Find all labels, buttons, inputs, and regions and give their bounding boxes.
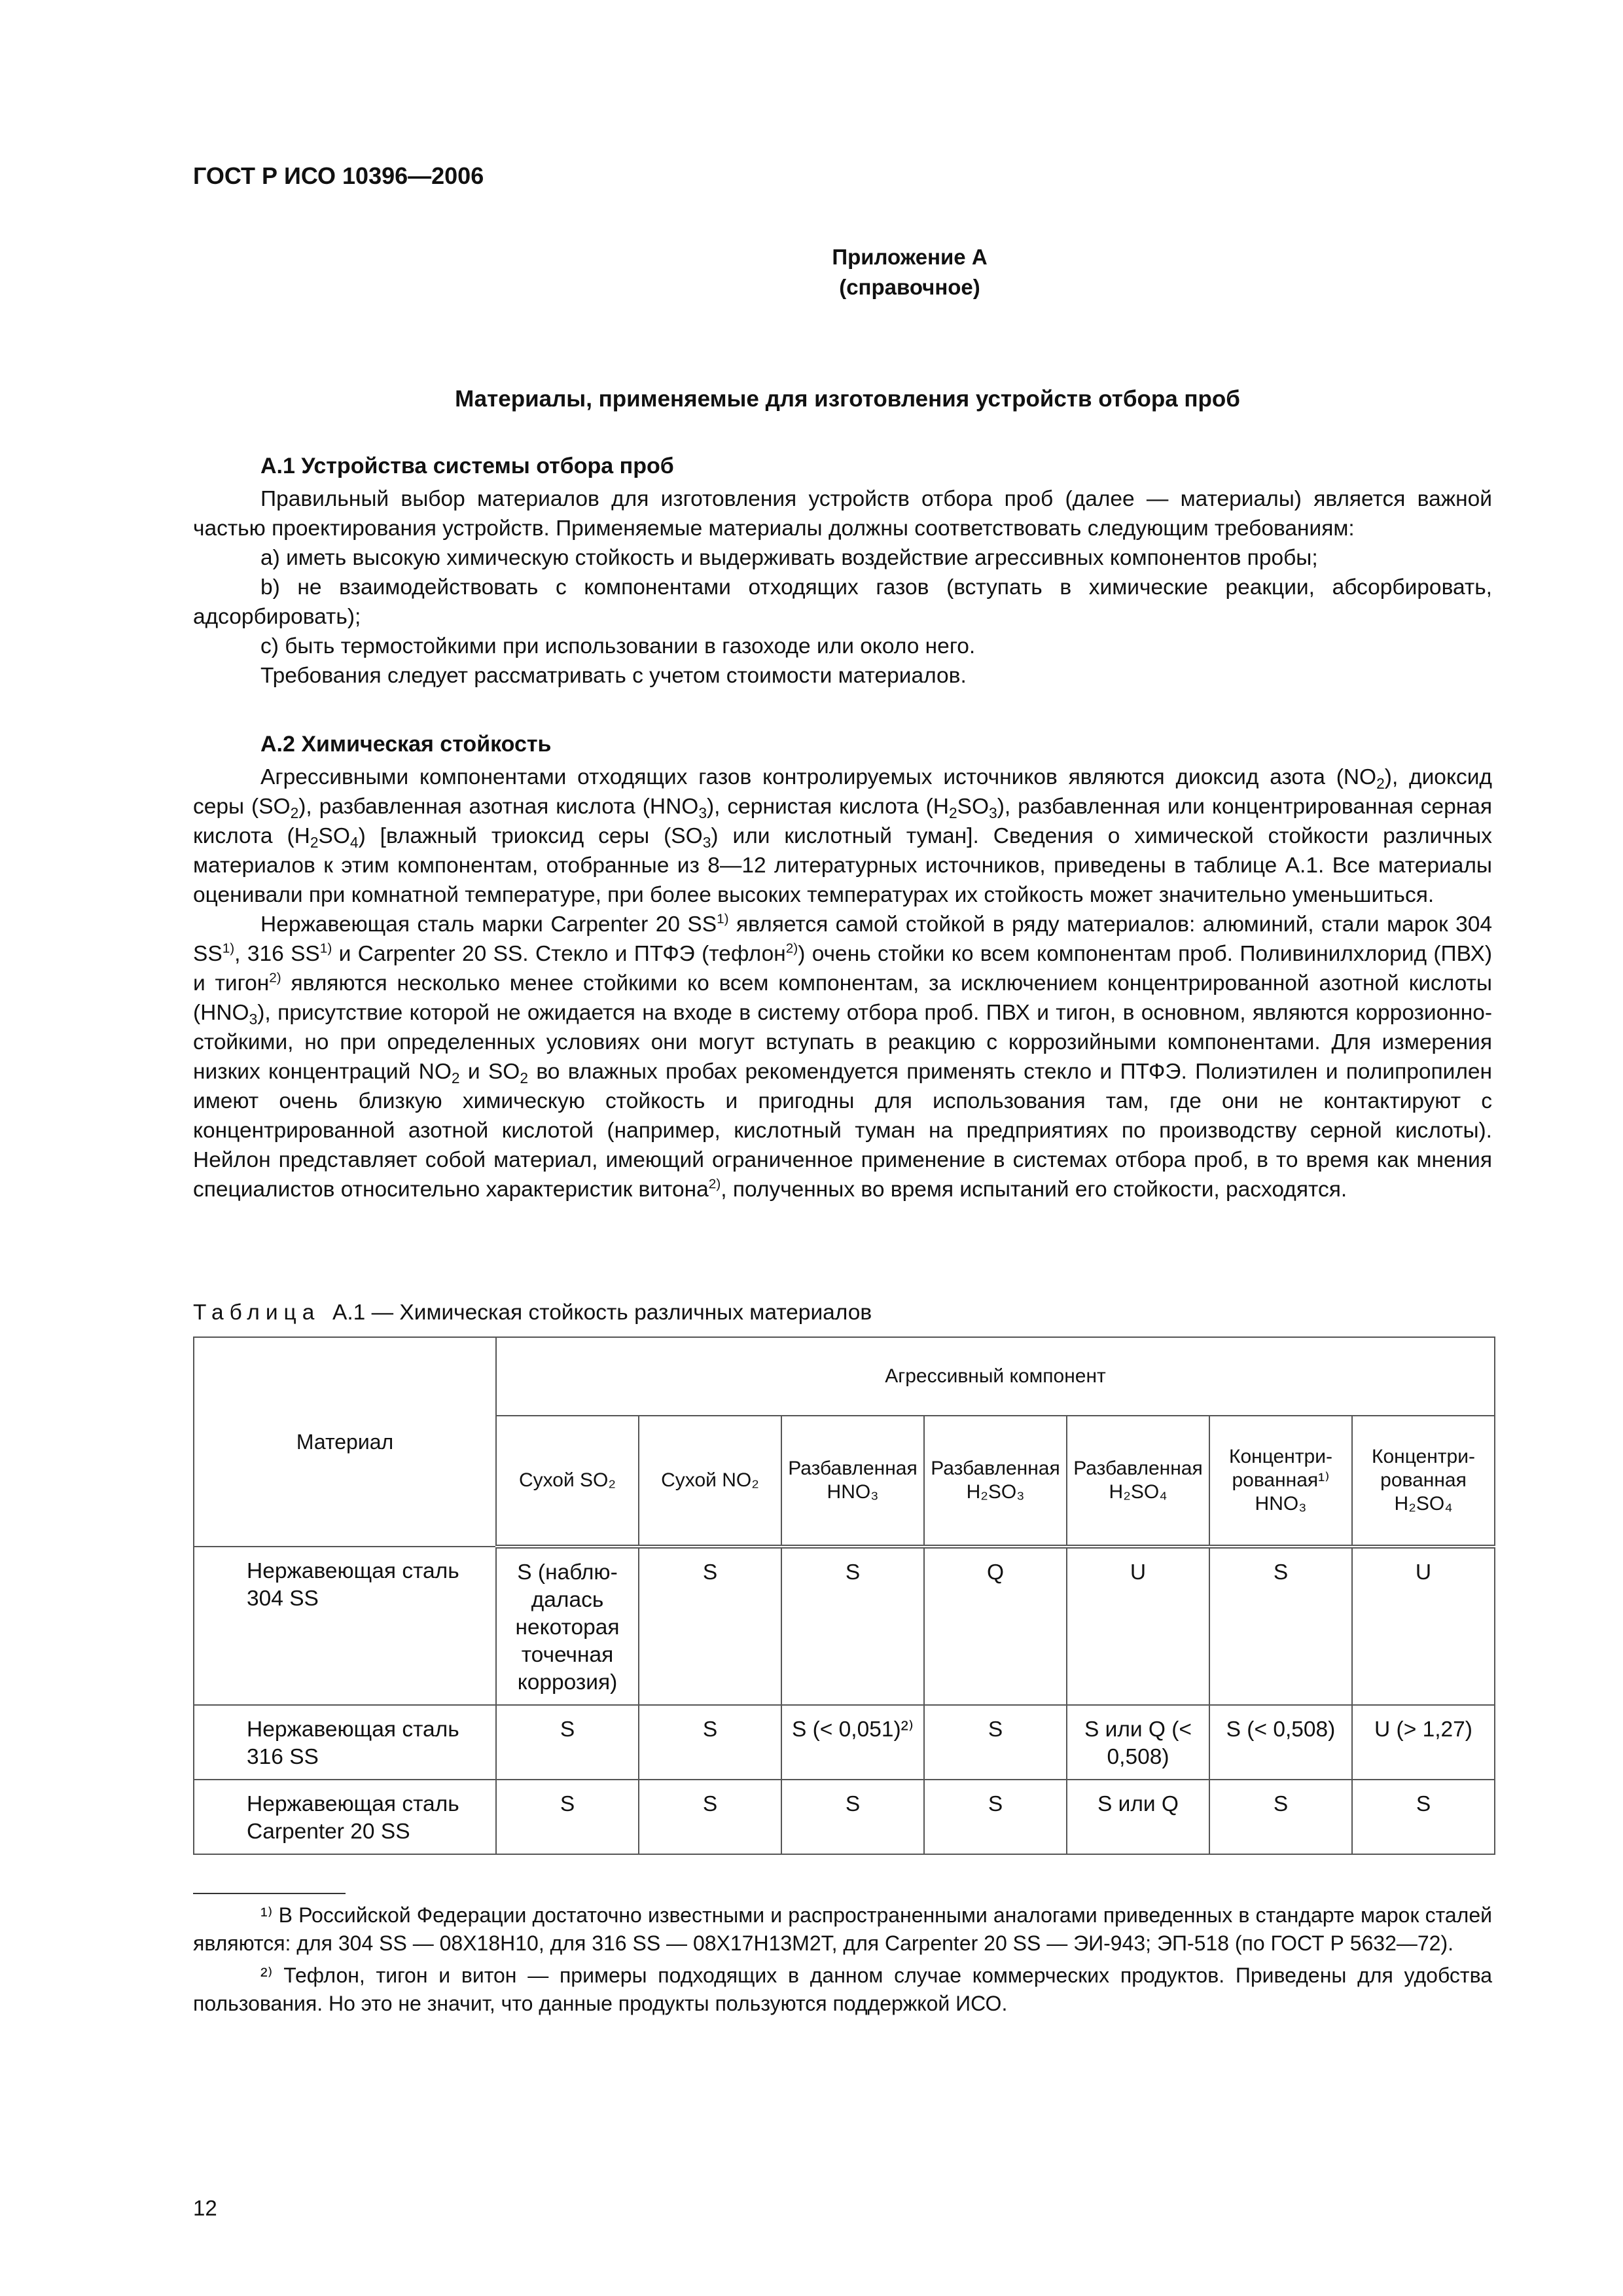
list-item: b) не взаимодействовать с компонентами отходящих газов (вступать в химические реакции, абсорбировать, адсорбировать); <box>193 575 1492 629</box>
table-cell: S (< 0,508) <box>1209 1705 1352 1780</box>
column-header: Разбавленная H₂SO₃ <box>924 1416 1067 1547</box>
annex-subtitle: (справочное) <box>839 275 980 299</box>
column-header-material: Материал <box>194 1337 496 1547</box>
section-a1-title: А.1 Устройства системы отбора проб <box>260 454 674 478</box>
section-a2-title: А.2 Химическая стойкость <box>260 732 552 757</box>
table-row <box>194 1547 1495 1705</box>
footnote-separator <box>193 1893 346 1894</box>
material-cell: Нержавеющая сталь 304 SS <box>194 1547 496 1705</box>
table-cell: S (< 0,051)²⁾ <box>781 1705 924 1780</box>
chemical-resistance-table <box>193 1336 1495 1855</box>
table-cell: S <box>924 1780 1067 1854</box>
table-caption <box>193 1300 872 1325</box>
table-caption-text: А.1 — Химическая стойкость различных материалов <box>332 1300 872 1325</box>
table-cell: S <box>781 1547 924 1705</box>
table-caption-prefix: Таблица <box>193 1300 321 1325</box>
paragraph: Правильный выбор материалов для изготовления устройств отбора проб (далее — материалы) является важной частью проектирования устройств. Применяемые материалы должны соответствовать следующим требованиям: <box>193 487 1492 541</box>
table-cell: S <box>1209 1780 1352 1854</box>
column-header: Разбавленная HNO₃ <box>781 1416 924 1547</box>
table-cell: S <box>924 1705 1067 1780</box>
paragraph: Нержавеющая сталь марки Carpenter 20 SS$^{1)}$ является самой стойкой в ряду материалов: алюминий, стали марок 304 SS$^{1)}$, 316 SS$^{1)}$ и Carpenter 20 SS. Стекло и ПТФЭ (тефлон$^{2)}$) очень стойки ко всем компонентам проб. Поливинилхлорид (ПВХ) и тигон$^{2)}$ являются несколько менее стойкими ко всем компонентам, за исключением концентрированной азотной кислоты $(HNO_3)$, присутствие которой не ожидается на входе в систему отбора проб. ПВХ и тигон, в основном, являются коррозионно-стойкими, но при определенных условиях они могут вступать в реакцию с коррозийными компонентами. Для измерения низких концентраций $NO_2$ и $SO_2$ во влажных пробах рекомендуется применять стекло и ПТФЭ. Полиэтилен и полипропилен имеют очень близкую химическую стойкость и пригодны для использования там, где они не контактируют с концентрированной азотной кислотой (например, кислотный туман на предприятиях по производству серной кислоты). Нейлон представляет собой материал, имеющий ограниченное применение в системах отбора проб, в то время как мнения специалистов относительно характеристик витона$^{2)}$, полученных во время испытаний его стойкости, расходятся. <box>193 911 1493 1202</box>
annex-heading <box>0 242 1623 302</box>
footnote-1: ¹⁾ В Российской Федерации достаточно известными и распространенными аналогами приведенных в стандарте марок сталей являются: для 304 SS — 08Х18Н10, для 316 SS — 08Х17Н13М2Т, для Carpenter 20 SS — ЭИ-943; ЭП-518 (по ГОСТ Р 5632—72). <box>193 1903 1492 1955</box>
column-group-header: Агрессивный компонент <box>496 1337 1495 1416</box>
material-cell: Нержавеющая сталь 316 SS <box>194 1705 496 1780</box>
section-a1-body <box>193 484 1492 691</box>
column-header: Сухой SO₂ <box>496 1416 639 1547</box>
table-cell: S <box>496 1780 639 1854</box>
paragraph: Агрессивными компонентами отходящих газов контролируемых источников являются диоксид азота $(NO_2)$, диоксид серы $(SO_2)$, разбавленная азотная кислота $(HNO_3)$, сернистая кислота $(H_2SO_3)$, разбавленная или концентрированная серная кислота $(H_2SO_4)$ [влажный триоксид серы $(SO_3)$ или кислотный туман]. Сведения о химической стойкости различных материалов к этим компонентам, отобранные из 8—12 литературных источников, приведены в таблице А.1. Все материалы оценивали при комнатной температуре, при более высоких температурах их стойкость может значительно уменьшиться. <box>193 765 1492 907</box>
table-row <box>194 1780 1495 1854</box>
table-cell: S <box>639 1547 781 1705</box>
paragraph: Требования следует рассматривать с учетом стоимости материалов. <box>260 664 967 688</box>
table-cell: S <box>496 1705 639 1780</box>
footnote-2: ²⁾ Тефлон, тигон и витон — примеры подходящих в данном случае коммерческих продуктов. Приведены для удобства пользования. Но это не значит, что данные продукты пользуются поддержкой ИСО. <box>193 1964 1492 2015</box>
document-header: ГОСТ Р ИСО 10396—2006 <box>193 162 484 189</box>
list-item: с) быть термостойкими при использовании в газоходе или около него. <box>260 634 976 658</box>
table-cell: S <box>781 1780 924 1854</box>
table-cell: S (наблюдалась некоторая точечная коррозия) <box>496 1547 639 1705</box>
footnotes <box>193 1901 1492 2018</box>
table-cell: S <box>1352 1780 1495 1854</box>
table-cell: U (> 1,27) <box>1352 1705 1495 1780</box>
table-cell: S <box>1209 1547 1352 1705</box>
column-header: Разбавленная H₂SO₄ <box>1067 1416 1209 1547</box>
page-title: Материалы, применяемые для изготовления устройств отбора проб <box>455 386 1240 412</box>
table-cell: S <box>639 1705 781 1780</box>
material-cell: Нержавеющая сталь Carpenter 20 SS <box>194 1780 496 1854</box>
table-cell: S <box>639 1780 781 1854</box>
list-item: a) иметь высокую химическую стойкость и выдерживать воздействие агрессивных компонентов пробы; <box>260 546 1318 570</box>
table-cell: Q <box>924 1547 1067 1705</box>
table-row <box>194 1705 1495 1780</box>
page-number: 12 <box>193 2196 217 2220</box>
table-cell: S или Q <box>1067 1780 1209 1854</box>
column-header: Концентрированная¹⁾ HNO₃ <box>1209 1416 1352 1547</box>
table-cell: U <box>1352 1547 1495 1705</box>
section-a2-body <box>193 762 1492 1204</box>
column-header: Концентрированная H₂SO₄ <box>1352 1416 1495 1547</box>
table-cell: S или Q (< 0,508) <box>1067 1705 1209 1780</box>
annex-title: Приложение А <box>832 245 988 269</box>
column-header: Сухой NO₂ <box>639 1416 781 1547</box>
table-cell: U <box>1067 1547 1209 1705</box>
